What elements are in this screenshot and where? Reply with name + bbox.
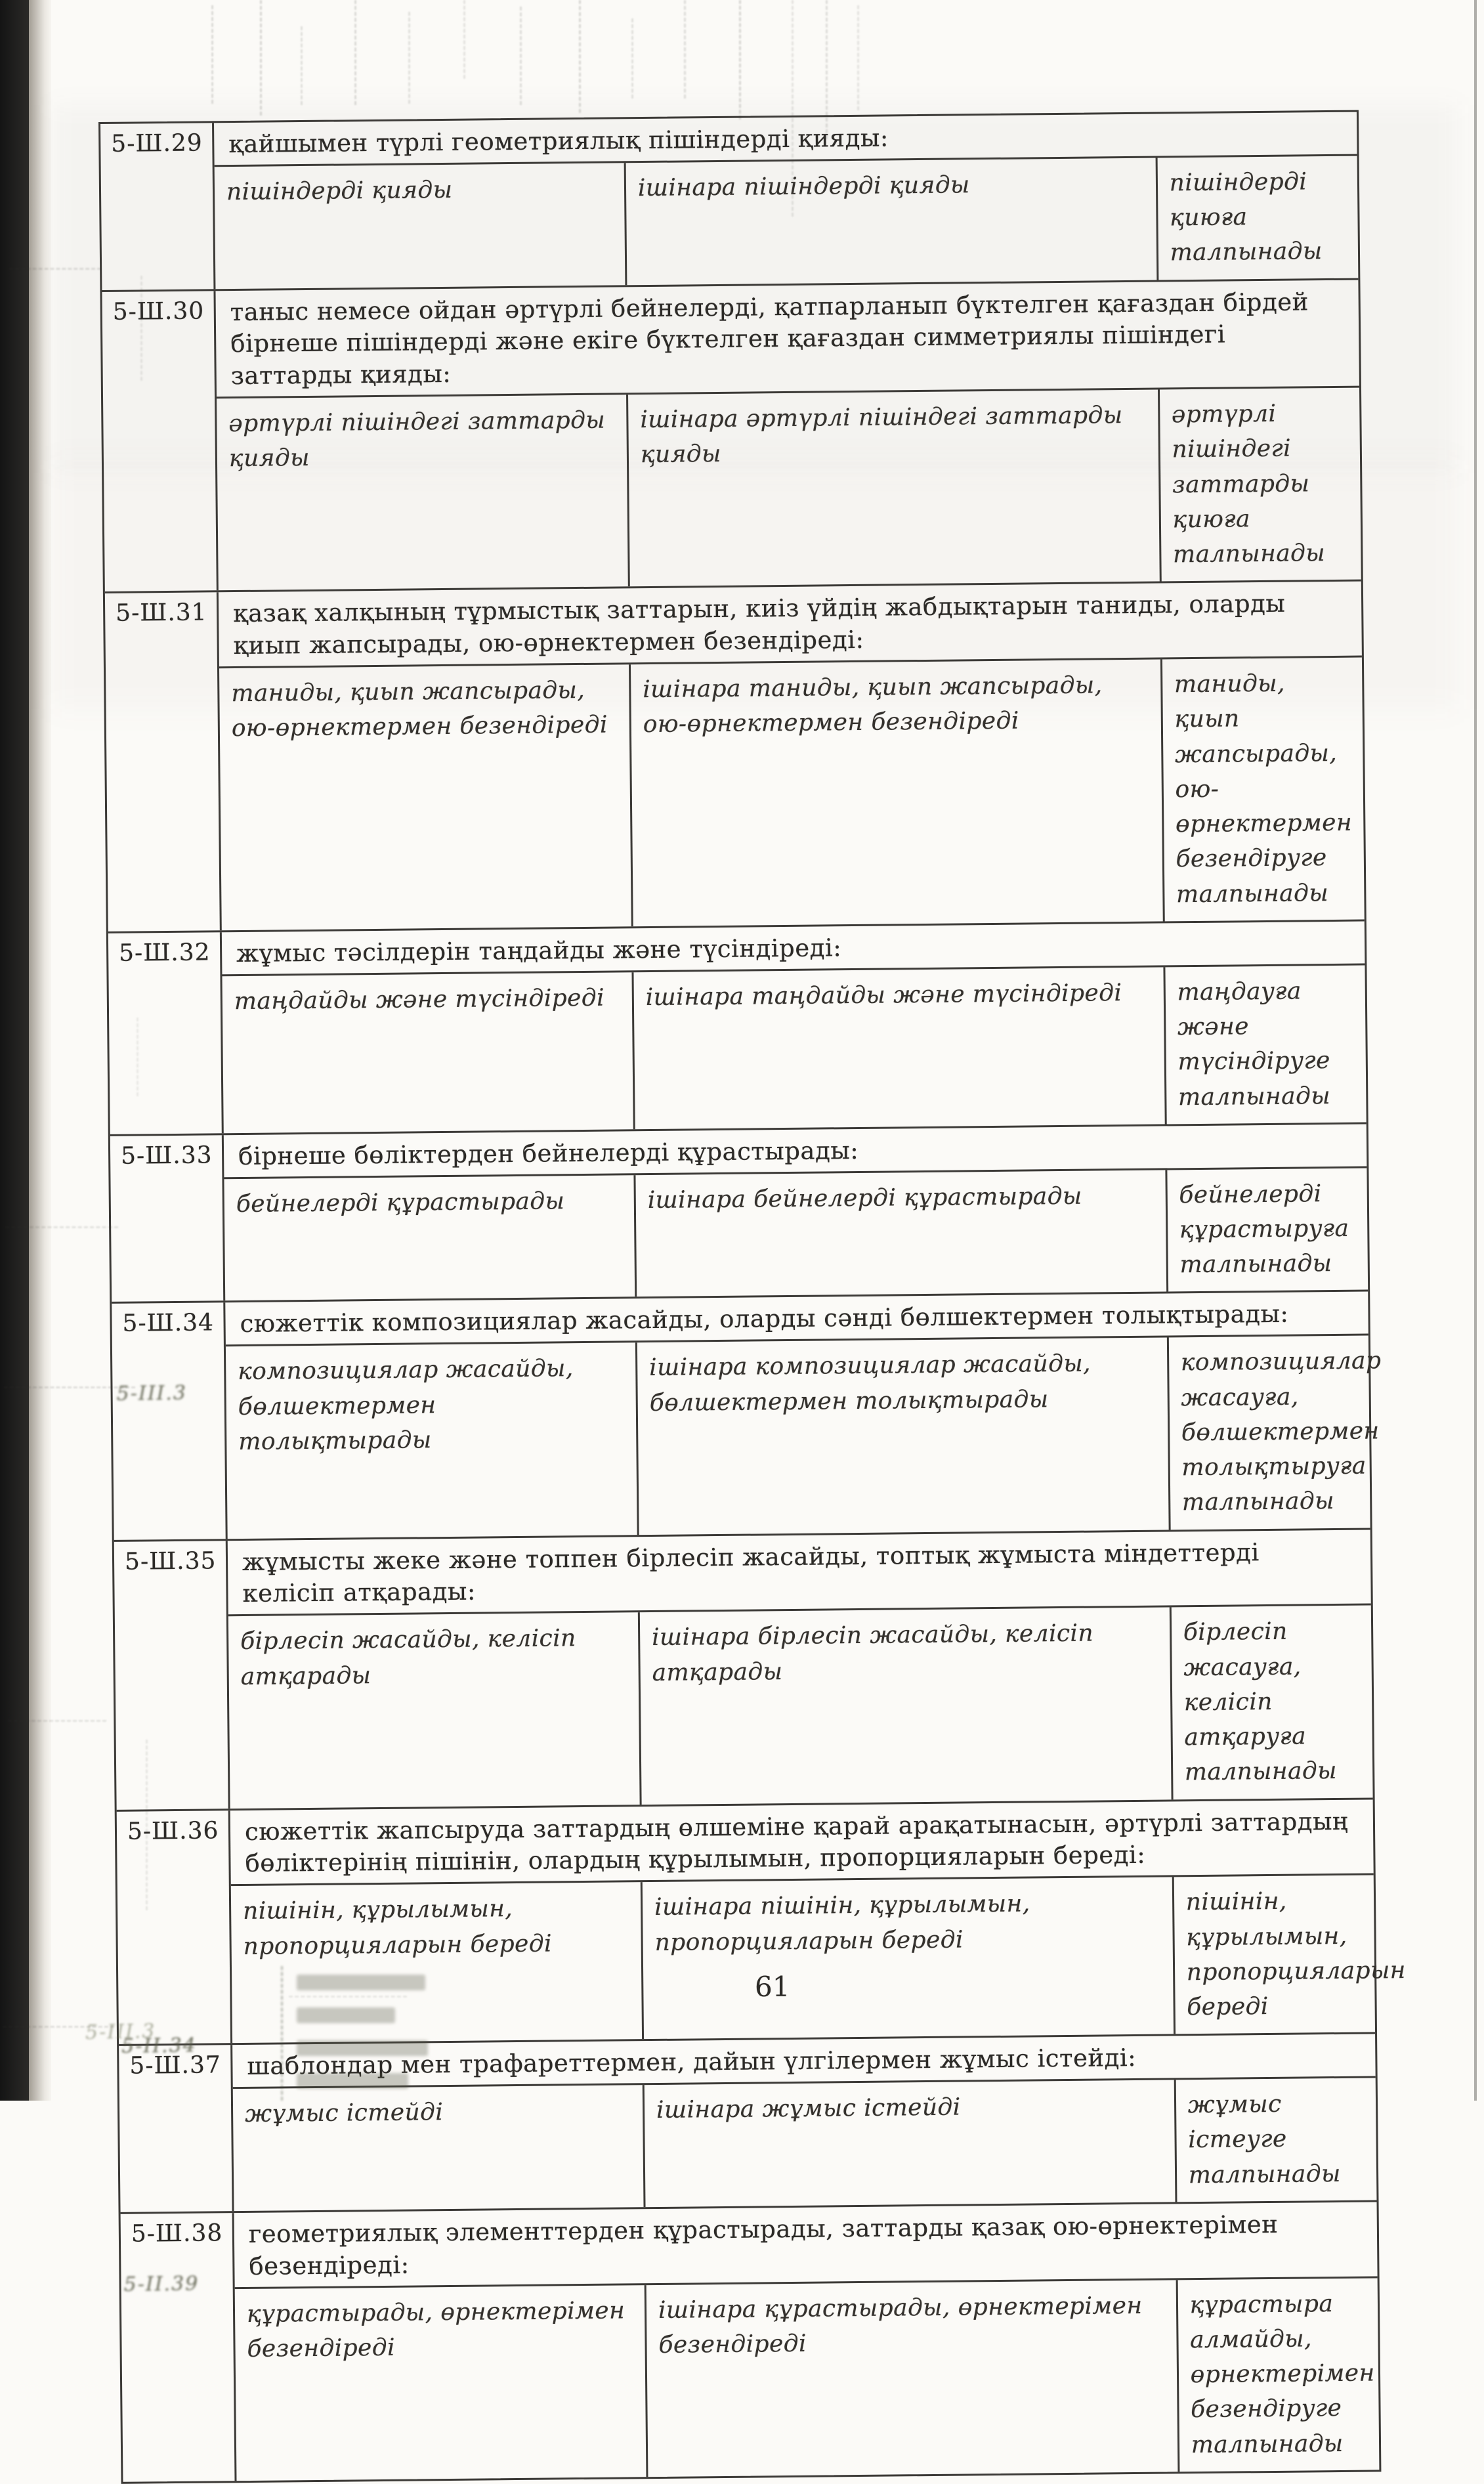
table-row-5-sh-32 (108, 919, 1367, 1134)
level-achieved: құрастырады, өрнектерімен безендіреді (235, 2285, 648, 2481)
bleed-mark (579, 0, 581, 113)
row-content (225, 1292, 1382, 1539)
level-cells (226, 1334, 1382, 1539)
level-cells (224, 1166, 1368, 1301)
level-attempting: құрастыра алмайды, өрнектерімен безендіруге талпынады (1189, 2290, 1375, 2458)
row-code-text: 5-Ш.38 (131, 2219, 223, 2248)
bleed-mark (289, 1996, 407, 1998)
level-attempting: бейнелерді құрастыруға талпынады (1179, 1180, 1349, 1279)
bleed-mark (857, 5, 859, 110)
level-partial: ішінара композициялар жасайды, бөлшектермен толықтырады (637, 1338, 1171, 1535)
level-achieved: бірлесіп жасайды, келісіп атқарады (228, 1612, 642, 1808)
row-code: 5-Ш.35 (114, 1541, 230, 1810)
table-row-5-sh-30 (102, 278, 1361, 591)
level-cells (233, 2076, 1377, 2212)
table-row-5-sh-38 (121, 2200, 1380, 2481)
bleed-mark (5, 1226, 118, 1228)
bleed-text-smudge (297, 2073, 408, 2089)
row-content (219, 582, 1365, 930)
bleed-mark (354, 0, 356, 105)
level-cells (217, 386, 1361, 591)
level-partial: ішінара бейнелерді құрастырады (635, 1170, 1168, 1297)
row-code: 5-Ш.32 (108, 932, 224, 1134)
level-cells (231, 1874, 1407, 2044)
level-cells (235, 2276, 1380, 2481)
table-row-5-sh-35 (114, 1528, 1373, 1809)
level-achieved: пішінін, құрылымын, пропорцияларын береді (231, 1882, 644, 2043)
level-attempting: жұмыс істеуге талпынады (1187, 2090, 1341, 2189)
criterion-text: шаблондар мен трафареттермен, дайын үлгілермен жұмыс істейді: (247, 2044, 1137, 2081)
bleed-mark (211, 5, 213, 104)
row-content (215, 280, 1361, 591)
criterion-text: қайшымен түрлі геометриялық пішіндерді қияды: (228, 123, 889, 159)
level-attempting: әртүрлі пішіндегі заттарды қиюға талпынады (1171, 400, 1326, 568)
level-achieved: композициялар жасайды, бөлшектермен толықтырады (226, 1343, 639, 1539)
row-code-text: 5-Ш.36 (127, 1816, 219, 1845)
row-content (222, 921, 1367, 1133)
bleed-code-mark: 5-ІІІ.3 (85, 2020, 156, 2044)
bleed-code-mark: 5-ІІІ.3 (116, 1382, 188, 1406)
scan-left-shadow (29, 0, 51, 2101)
assessment-table (98, 110, 1407, 2484)
level-partial: ішінара пішінін, құрылымын, пропорцияларын береді (643, 1877, 1176, 2040)
level-partial: ішінара жұмыс істейді (645, 2080, 1177, 2208)
level-achieved: таниды, қиып жапсырады, ою-өрнектермен безендіреді (219, 664, 633, 930)
table-row-5-sh-29 (100, 112, 1358, 290)
row-code: 5-Ш.29 (100, 123, 215, 289)
row-content (228, 1530, 1373, 1809)
bleed-text-smudge (297, 2040, 428, 2056)
bleed-text-smudge (297, 2007, 395, 2023)
level-cells (228, 1604, 1373, 1809)
level-partial: ішінара таниды, қиып жапсырады, ою-өрнектермен безендіреді (631, 660, 1165, 927)
criterion-text: геометриялық элементтерден құрастырады, заттарды қазақ ою-өрнектерімен безендіреді: (248, 2210, 1279, 2281)
level-achieved: бейнелерді құрастырады (224, 1175, 637, 1301)
bleed-text-smudge (297, 1975, 425, 1990)
level-achieved: таңдайды және түсіндіреді (222, 972, 635, 1133)
row-content (234, 2202, 1380, 2481)
row-content (214, 112, 1358, 289)
bleed-code-mark: 5-ІІ.39 (123, 2272, 200, 2296)
level-partial: ішінара пішіндерді қияды (626, 158, 1158, 285)
bleed-mark (9, 268, 101, 270)
level-achieved: жұмыс істейді (233, 2085, 646, 2211)
bleed-mark (520, 7, 522, 105)
bleed-code-mark: 5-ІІ.34 (121, 2034, 197, 2058)
bleed-mark (463, 0, 465, 79)
bleed-mark (260, 0, 262, 116)
criterion-text: сюжеттік жапсыруда заттардың өлшеміне қарай арақатынасын, әртүрлі заттардың бөліктерінің пішінін, олардың құрылымын, пропорцияларын береді: (244, 1807, 1349, 1878)
row-code: 5-Ш.37 (119, 2045, 234, 2212)
table-row-5-sh-34 (112, 1290, 1382, 1540)
level-attempting: таниды, қиып жапсырады, ою-өрнектермен безендіруге талпынады (1174, 670, 1353, 908)
level-attempting: таңдауға және түсіндіруге талпынады (1177, 977, 1331, 1111)
level-partial: ішінара бірлесіп жасайды, келісіп атқарады (640, 1608, 1174, 1805)
criterion-text: сюжеттік композициялар жасайды, оларды сәнді бөлшектермен толықтырады: (240, 1300, 1289, 1338)
level-cells (215, 154, 1359, 289)
row-content (224, 1124, 1368, 1300)
level-partial: ішінара әртүрлі пішіндегі заттарды қияды (628, 390, 1162, 587)
scan-left-edge (0, 0, 29, 2101)
row-code (112, 1303, 227, 1540)
criterion-text: жұмысты жеке және топпен бірлесіп жасайды, топтық жұмыста міндеттерді келісіп атқарады: (242, 1537, 1260, 1608)
criterion-text: қазақ халқының тұрмыстық заттарын, киіз үйдің жабдықтарын таниды, оларды қиып жапсырады, ою-өрнектермен безендіреді: (232, 589, 1286, 660)
level-attempting: пішінін, құрылымын, пропорцияларын береді (1185, 1888, 1407, 2021)
level-partial: ішінара құрастырады, өрнектерімен безендіреді (647, 2280, 1180, 2477)
scan-right-edge (1474, 0, 1477, 2101)
bleed-mark (301, 26, 303, 105)
page-number: 61 (755, 1971, 790, 2003)
table-row-5-sh-31 (105, 580, 1365, 932)
level-achieved: пішіндерді қияды (215, 163, 627, 289)
bleed-mark (408, 12, 410, 104)
bleed-mark (684, 0, 686, 98)
bleed-mark (631, 18, 633, 98)
criterion-text: бірнеше бөліктерден бейнелерді құрастырады: (238, 1136, 859, 1170)
level-cells (222, 963, 1366, 1133)
row-code-text: 5-Ш.34 (122, 1309, 215, 1338)
criterion-text: жұмыс тәсілдерін таңдайды және түсіндіреді: (236, 933, 842, 968)
level-attempting: композициялар жасауға, бөлшектермен толықтыруға талпынады (1180, 1347, 1382, 1516)
criterion-text: таныс немесе ойдан әртүрлі бейнелерді, қатпарланып бүктелген қағаздан бірдей бірнеше пішіндерді және екіге бүктелген қағаздан симметриялы пішіндегі заттарды қияды: (230, 287, 1309, 391)
bleed-mark (739, 0, 741, 119)
level-cells (219, 656, 1365, 931)
table-row-5-sh-37 (119, 2032, 1376, 2212)
level-attempting: бірлесіп жасауға, келісіп атқаруға талпынады (1183, 1617, 1338, 1786)
bleed-mark (8, 1720, 106, 1722)
level-partial: ішінара таңдайды және түсіндіреді (633, 967, 1166, 1129)
row-code: 5-Ш.30 (102, 291, 218, 591)
row-content (232, 2034, 1376, 2211)
row-code: 5-Ш.33 (110, 1135, 225, 1302)
row-code (117, 1810, 232, 2058)
row-content (230, 1799, 1407, 2043)
level-attempting: пішіндерді қиюға талпынады (1169, 168, 1323, 267)
bleed-mark (281, 1966, 283, 2101)
table-row-5-sh-33 (110, 1122, 1368, 1302)
row-code (121, 2213, 237, 2482)
row-code: 5-Ш.31 (105, 593, 222, 932)
level-achieved: әртүрлі пішіндегі заттарды қияды (217, 395, 630, 590)
